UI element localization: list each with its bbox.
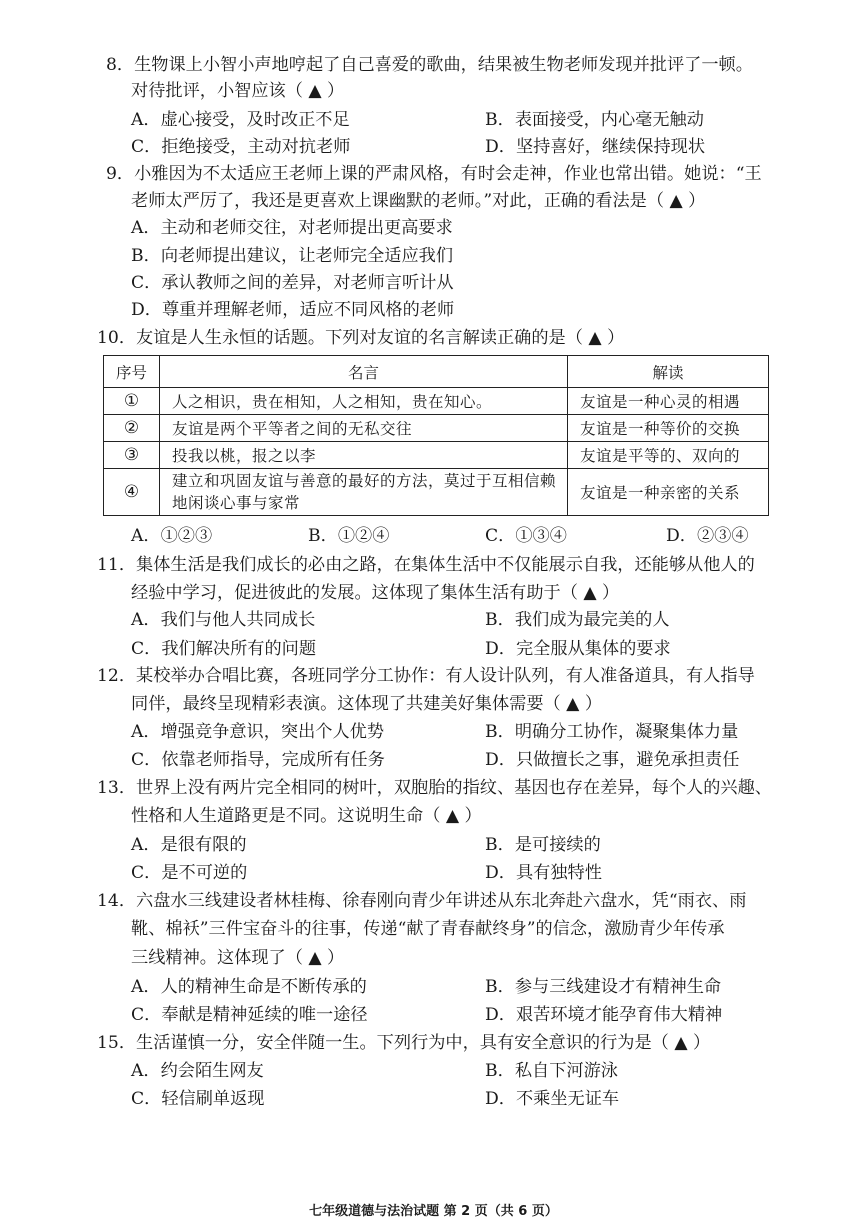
q11-option-a: A．我们与他人共同成长 [131, 610, 316, 630]
q14-stem-line2: 靴、棉袄”三件宝奋斗的往事，传递“献了青春献终身”的信念，激励青少年传承 [131, 919, 725, 939]
q9-option-a: A．主动和老师交往，对老师提出更高要求 [131, 218, 453, 238]
q10-option-d: D．②③④ [666, 526, 749, 546]
q14-option-d: D．艰苦环境才能孕育伟大精神 [485, 1005, 723, 1025]
row-interpretation: 友谊是一种等价的交换 [568, 415, 769, 442]
q11-stem-line2: 经验中学习，促进彼此的发展。这体现了集体生活有助于（ ▲ ） [131, 583, 620, 603]
q12-option-c: C．依靠老师指导，完成所有任务 [131, 750, 385, 770]
table-row [104, 388, 769, 415]
q13-option-d: D．具有独特性 [485, 863, 602, 883]
q12-stem-line1: 12．某校举办合唱比赛，各班同学分工协作：有人设计队列，有人准备道具，有人指导 [97, 666, 755, 686]
q13-option-b: B．是可接续的 [485, 835, 601, 855]
q8-stem-line1: 8．生物课上小智小声地哼起了自己喜爱的歌曲，结果被生物老师发现并批评了一顿。 [106, 55, 753, 75]
q8-option-a: A．虚心接受，及时改正不足 [131, 110, 350, 130]
q10-option-b: B．①②④ [308, 526, 390, 546]
q9-option-b: B．向老师提出建议，让老师完全适应我们 [131, 246, 454, 266]
row-quote: 投我以桃，报之以李 [160, 442, 568, 469]
q8-option-d: D．坚持喜好，继续保持现状 [485, 137, 706, 157]
q9-option-c: C．承认教师之间的差异，对老师言听计从 [131, 273, 454, 293]
q13-option-a: A．是很有限的 [131, 835, 247, 855]
q8-stem-line2: 对待批评，小智应该（ ▲ ） [131, 81, 345, 101]
table-row [104, 469, 769, 516]
q8-option-c: C．拒绝接受，主动对抗老师 [131, 137, 351, 157]
q15-stem: 15．生活谨慎一分，安全伴随一生。下列行为中，具有安全意识的行为是（ ▲ ） [97, 1033, 711, 1053]
q8-option-b: B．表面接受，内心毫无触动 [485, 110, 704, 130]
row-number: ③ [104, 442, 160, 469]
friendship-quotes-table [103, 355, 769, 516]
q10-stem: 10．友谊是人生永恒的话题。下列对友谊的名言解读正确的是（ ▲ ） [97, 328, 625, 348]
q14-stem-line1: 14．六盘水三线建设者林桂梅、徐春刚向青少年讲述从东北奔赴六盘水，凭“雨衣、雨 [97, 891, 747, 911]
q14-option-b: B．参与三线建设才有精神生命 [485, 977, 722, 997]
page-footer: 七年级道德与法治试题 第 2 页（共 6 页） [309, 1204, 558, 1219]
table-header-row [104, 356, 769, 388]
q13-option-c: C．是不可逆的 [131, 863, 248, 883]
row-interpretation: 友谊是一种心灵的相遇 [568, 388, 769, 415]
q13-stem-line1: 13．世界上没有两片完全相同的树叶，双胞胎的指纹、基因也存在差异，每个人的兴趣、 [97, 778, 772, 798]
q15-option-d: D．不乘坐无证车 [485, 1089, 620, 1109]
row-quote: 人之相识，贵在相知，人之相知，贵在知心。 [160, 388, 568, 415]
row-number: ② [104, 415, 160, 442]
row-quote: 友谊是两个平等者之间的无私交往 [160, 415, 568, 442]
table-header-interpretation: 解读 [568, 356, 769, 388]
q9-stem-line2: 老师太严厉了，我还是更喜欢上课幽默的老师。”对此，正确的看法是（ ▲ ） [131, 191, 706, 211]
q11-option-c: C．我们解决所有的问题 [131, 639, 317, 659]
q15-option-a: A．约会陌生网友 [131, 1061, 264, 1081]
q12-option-d: D．只做擅长之事，避免承担责任 [485, 750, 740, 770]
q11-option-b: B．我们成为最完美的人 [485, 610, 670, 630]
q12-option-a: A．增强竞争意识，突出个人优势 [131, 722, 385, 742]
row-number: ① [104, 388, 160, 415]
q11-option-d: D．完全服从集体的要求 [485, 639, 671, 659]
q11-stem-line1: 11．集体生活是我们成长的必由之路，在集体生活中不仅能展示自我，还能够从他人的 [97, 555, 755, 575]
q9-stem-line1: 9．小雅因为不太适应王老师上课的严肃风格，有时会走神，作业也常出错。她说：“王 [106, 164, 762, 184]
q10-option-c: C．①③④ [485, 526, 567, 546]
q15-option-b: B．私自下河游泳 [485, 1061, 618, 1081]
table-row [104, 442, 769, 469]
q14-option-c: C．奉献是精神延续的唯一途径 [131, 1005, 368, 1025]
q14-stem-line3: 三线精神。这体现了（ ▲ ） [131, 948, 345, 968]
table-header-number: 序号 [104, 356, 160, 388]
row-quote: 建立和巩固友谊与善意的最好的方法，莫过于互相信赖地闲谈心事与家常 [160, 469, 568, 516]
q12-stem-line2: 同伴，最终呈现精彩表演。这体现了共建美好集体需要（ ▲ ） [131, 694, 603, 714]
row-interpretation: 友谊是平等的、双向的 [568, 442, 769, 469]
q9-option-d: D．尊重并理解老师，适应不同风格的老师 [131, 300, 455, 320]
table-header-quote: 名言 [160, 356, 568, 388]
row-number: ④ [104, 469, 160, 516]
row-interpretation: 友谊是一种亲密的关系 [568, 469, 769, 516]
table-row [104, 415, 769, 442]
q13-stem-line2: 性格和人生道路更是不同。这说明生命（ ▲ ） [131, 806, 482, 826]
q12-option-b: B．明确分工协作，凝聚集体力量 [485, 722, 739, 742]
q15-option-c: C．轻信刷单返现 [131, 1089, 265, 1109]
q10-option-a: A．①②③ [131, 526, 213, 546]
q14-option-a: A．人的精神生命是不断传承的 [131, 977, 367, 997]
